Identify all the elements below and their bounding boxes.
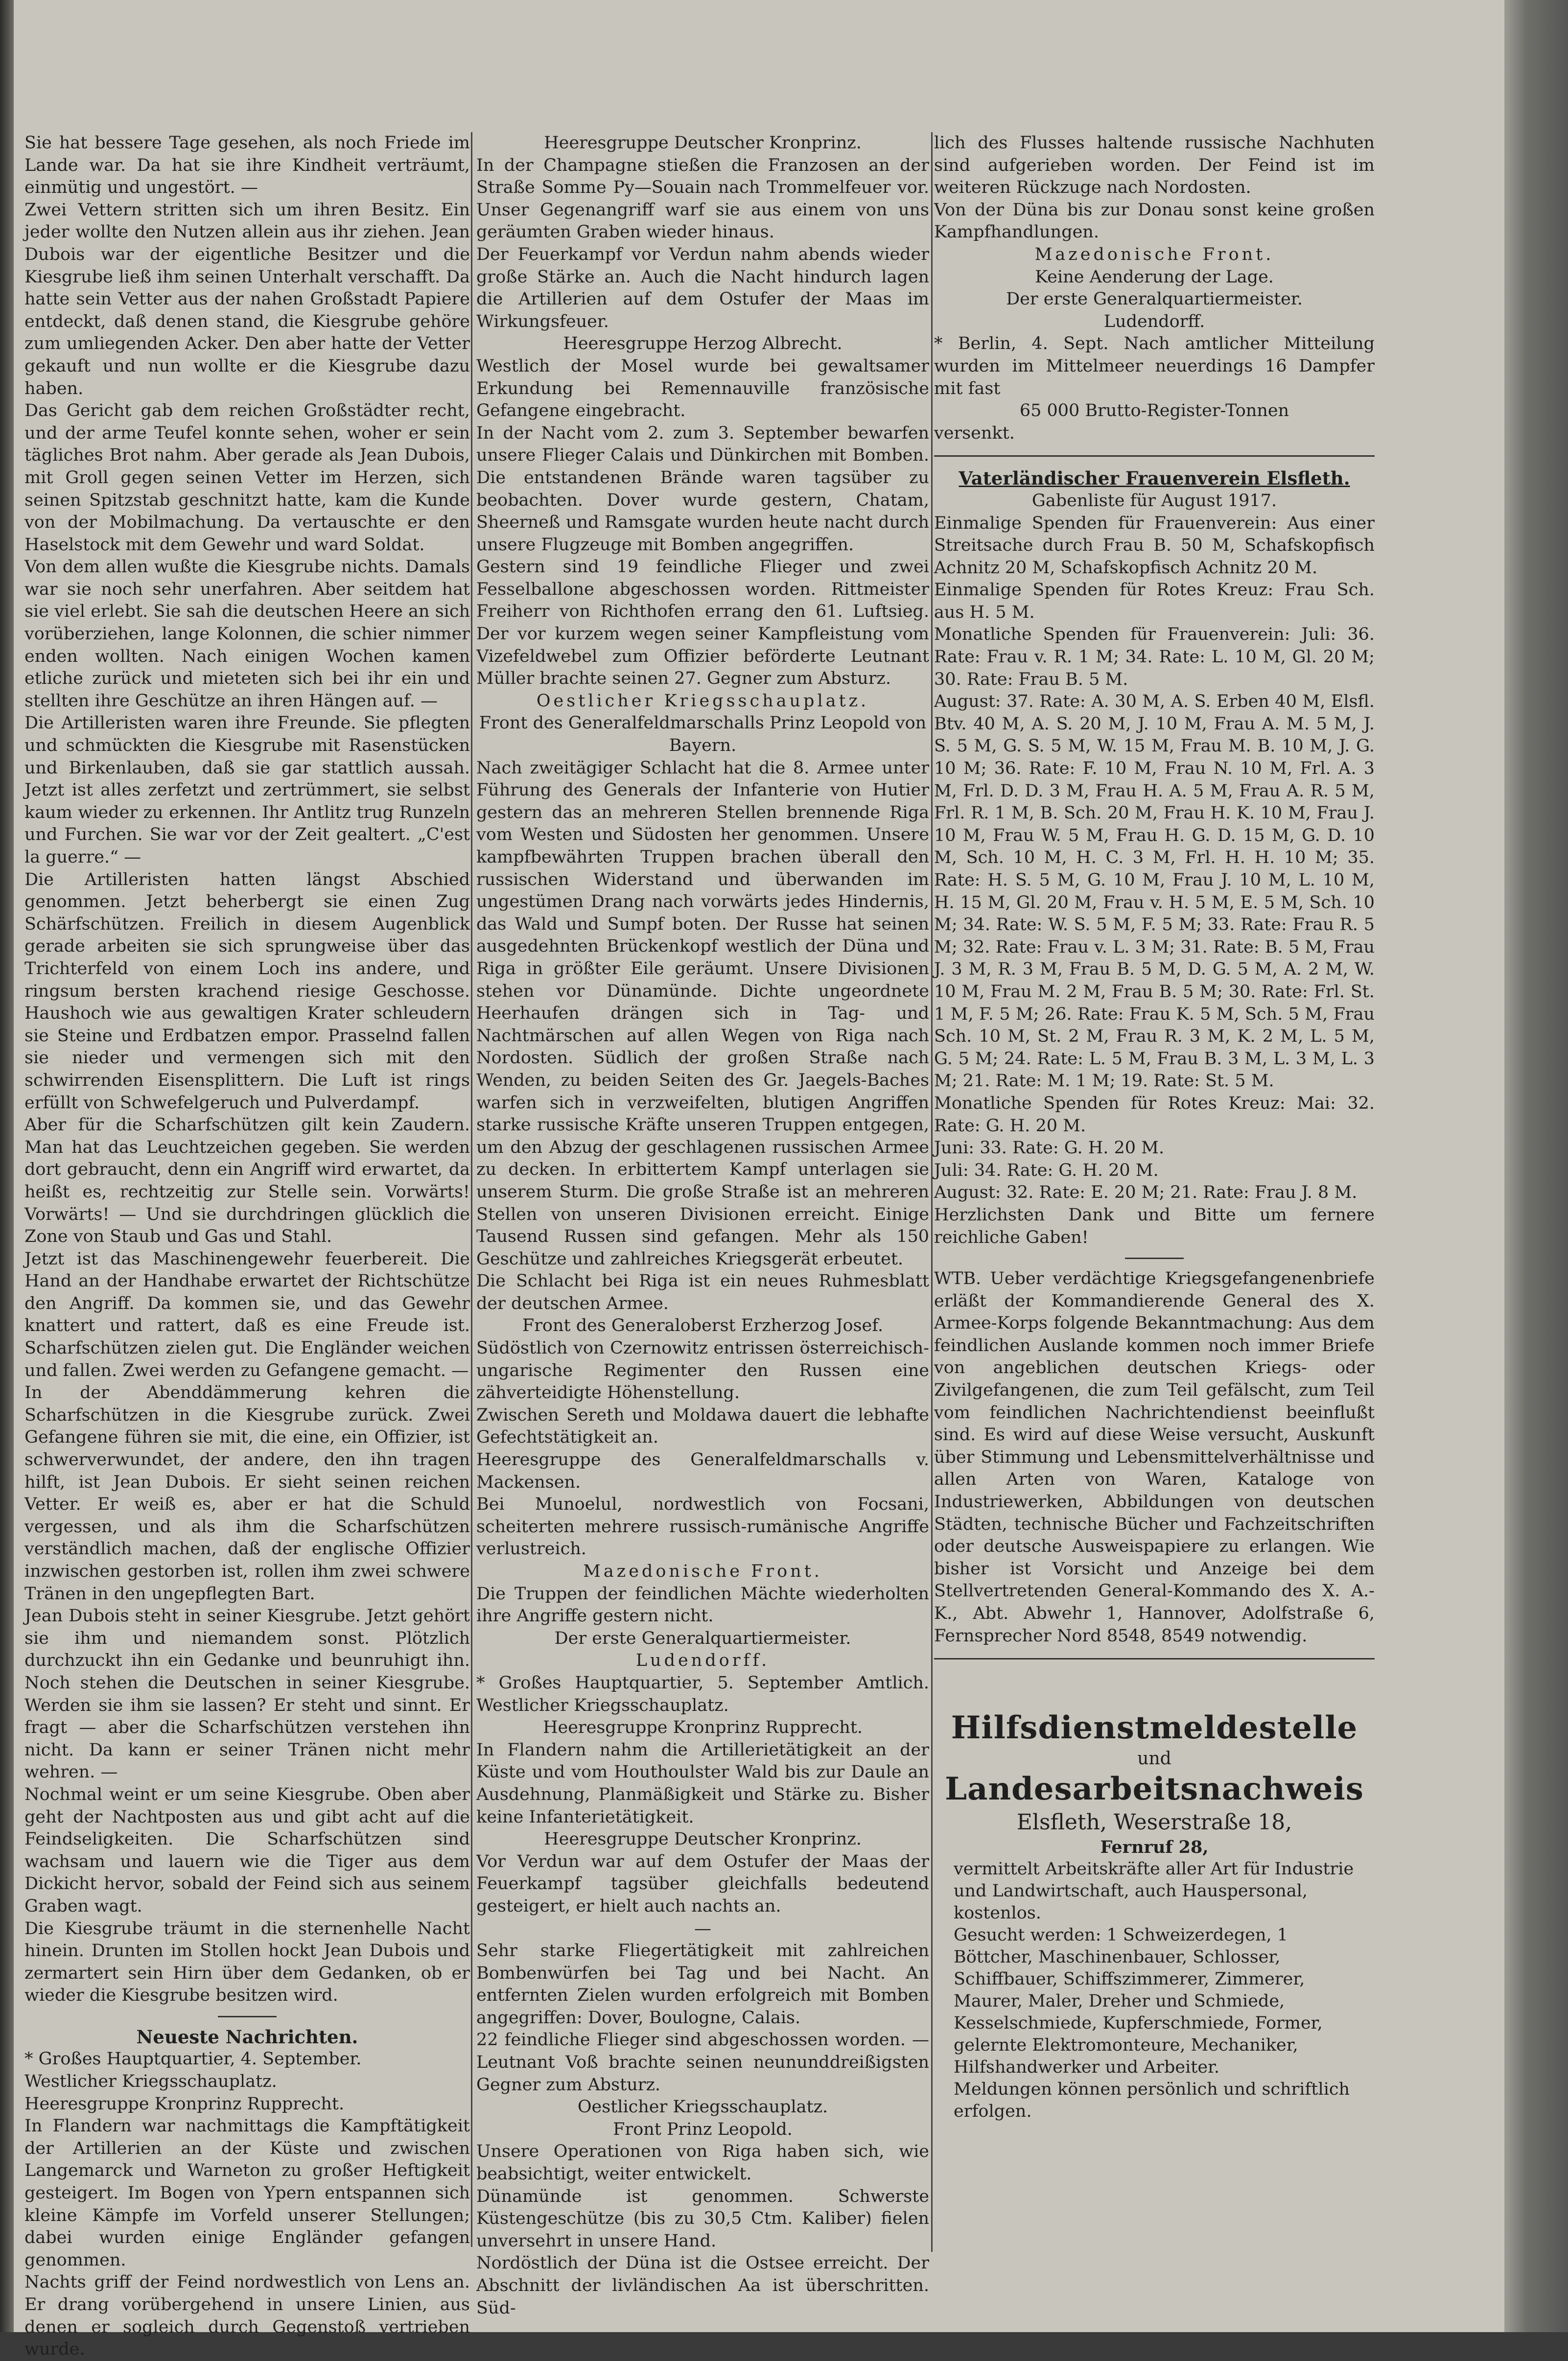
story-paragraph: Die Kiesgrube träumt in die sternenhelle Nacht hinein. Drunten im Stollen hockt Jean Dubois und zermartert sein Hirn über dem Gedanken, ob er wieder die Kiesgrube besitzen wird. [24, 1918, 470, 2006]
story-paragraph: Sie hat bessere Tage gesehen, als noch Friede im Lande war. Da hat sie ihre Kindheit verträumt, einmütig und ungestört. — [24, 133, 470, 198]
divider [934, 1658, 1375, 1660]
news-paragraph: Heeresgruppe Deutscher Kronprinz. [544, 133, 862, 153]
donation-paragraph: Einmalige Spenden für Frauenverein: Aus einer Streitsache durch Frau B. 50 M, Schafskopfisch Achnitz 20 M, Schafskopfisch Achnitz 20 M. [934, 513, 1375, 578]
donation-paragraph: Herzlichsten Dank und Bitte um fernere reichliche Gaben! [934, 1205, 1375, 1247]
story-paragraph: Nochmal weint er um seine Kiesgrube. Oben aber geht der Nachtposten aus und gibt acht auf die Feindseligkeiten. Die Scharfschützen sind wachsam und lauern wie die Tiger aus dem Dickicht hervor, sobald der Feind sich aus seinem Graben wagt. [24, 1784, 470, 1916]
news-paragraph: Heeresgruppe Kronprinz Rupprecht. [542, 1718, 863, 1738]
news-paragraph: Sehr starke Fliegertätigkeit mit zahlreichen Bombenwürfen bei Tag und bei Nacht. An entfernten Zielen wurden erfolgreich mit Bomben angegriffen: Dover, Boulogne, Calais. [476, 1941, 929, 2028]
story-paragraph: In der Abenddämmerung kehren die Scharfschützen in die Kiesgrube zurück. Zwei Gefangene führen sie mit, die eine, ein Offizier, ist schwerverwundet, der andere, den ihn tragen hilft, ist Jean Dubois. Er sieht seinen reichen Vetter. Er weiß es, aber er hat die Schuld vergessen, und als ihm die Scharfschützen verständlich machen, daß der englische Offizier inzwischen gestorben ist, rollen ihm zwei schwere Tränen in den ungepflegten Bart. [24, 1383, 470, 1604]
donation-paragraph: Einmalige Spenden für Rotes Kreuz: Frau Sch. aus H. 5 M. [934, 580, 1375, 622]
news-paragraph: In Flandern nahm die Artillerietätigkeit an der Küste und vom Houthoulster Wald bis zur Daule an Ausdehnung, Planmäßigkeit und Stärke zu. Bisher keine Infanterietätigkeit. [476, 1740, 929, 1827]
news-paragraph: Heeresgruppe Herzog Albrecht. [563, 334, 843, 354]
news-paragraph: — [694, 1918, 711, 1939]
news-paragraph: * Berlin, 4. Sept. Nach amtlicher Mitteilung wurden im Mittelmeer neuerdings 16 Dampfer mit fast [934, 334, 1375, 398]
news-paragraph: 22 feindliche Flieger sind abgeschossen worden. — Leutnant Voß brachte seinen neununddreißigsten Gegner zum Absturz. [476, 2030, 929, 2095]
donation-paragraph: Juli: 34. Rate: G. H. 20 M. [934, 1160, 1159, 1180]
news-paragraph: Die Schlacht bei Riga ist ein neues Ruhmesblatt der deutschen Armee. [476, 1271, 929, 1313]
news-paragraph: Bei Munoelul, nordwestlich von Focsani, scheiterten mehrere russisch-rumänische Angriffe verlustreich. [476, 1495, 929, 1559]
news-paragraph: 65 000 Brutto-Register-Tonnen [1019, 401, 1289, 421]
news-paragraph: Ludendorff. [1103, 311, 1205, 331]
book-edge [1504, 0, 1568, 2332]
news-paragraph: Front des Generaloberst Erzherzog Josef. [522, 1316, 884, 1336]
news-paragraph: In der Champagne stießen die Franzosen an der Straße Somme Py—Souain nach Trommelfeuer vor. Unser Gegenangriff warf sie aus einem von uns geräumten Graben wieder hinaus. [476, 155, 929, 242]
news-paragraph: In der Nacht vom 2. zum 3. September bewarfen unsere Flieger Calais und Dünkirchen mit Bomben. Die entstandenen Brände waren tagsüber zu beobachten. Dover wurde gestern, Chatam, Sheerneß und Ramsgate wurden heute nacht durch unsere Flugzeuge mit Bomben angegriffen. [476, 423, 929, 555]
news-paragraph: Von der Düna bis zur Donau sonst keine großen Kampfhandlungen. [934, 200, 1375, 242]
adjacent-page-edge [0, 0, 14, 2332]
wtb-notice: WTB. Ueber verdächtige Kriegsgefangenenbriefe erläßt der Kommandierende General des X. Armee-Korps folgende Bekanntmachung: Aus dem feindlichen Auslande kommen noch immer Briefe von angeblichen deutschen Kriegs- oder Zivilgefangenen, die zum Teil gefälscht, zum Teil vom feindlichen Nachrichtendienst beeinflußt sind. Es wird auf diese Weise versucht, Auskunft über Stimmung und Lebensmittelverhältnisse und allen Arten von Waren, Kataloge von Industriewerken, Abbildungen von deutschen Städten, technische Bücher und Fachzeitschriften oder deutsche Ausweispapiere zu erlangen. Wie bisher ist Vorsicht und Anzeige bei dem Stellvertretenden General-Kommando des X. A.-K., Abt. Abwehr 1, Hannover, Adolfstraße 6, Fernsprecher Nord 8548, 8549 notwendig. [934, 1269, 1375, 1646]
news-paragraph: Unsere Operationen von Riga haben sich, wie beabsichtigt, weiter entwickelt. [476, 2142, 929, 2184]
story-paragraph: Die Artilleristen hatten längst Abschied genommen. Jetzt beherbergt sie einen Zug Schärfschützen. Freilich in diesem Augenblick gerade arbeiten sie sich sprungweise über das Trichterfeld von einem Loch ins andere, und ringsum bersten krachend riesige Geschosse. Haushoch wie aus gewaltigen Krater schleudern sie Steine und Erdbatzen empor. Prasselnd fallen sie nieder und vermengen sich mit den schwirrenden Eisensplittern. Die Luft ist rings erfüllt von Schwefelgeruch und Pulverdampf. [24, 869, 470, 1113]
news-paragraph: Westlicher Kriegsschauplatz. [24, 2072, 277, 2092]
news-paragraph: Zwischen Sereth und Moldawa dauert die lebhafte Gefechtstätigkeit an. [476, 1405, 929, 1448]
donation-paragraph: August: 37. Rate: A. 30 M, A. S. Erben 40 M, Elsfl. Btv. 40 M, A. S. 20 M, J. 10 M, Frau A. M. 5 M, J. S. 5 M, G. S. 5 M, W. 15 M, Frau M. B. 10 M, J. G. 10 M; 36. Rate: F. 10 M, Frau N. 10 M, Frl. A. 3 M, Frl. D. D. 3 M, Frau H. A. 5 M, Frau A. R. 5 M, Frl. R. 1 M, B. Sch. 20 M, Frau H. K. 10 M, Frau J. 10 M, Frau W. 5 M, Frau H. G. D. 15 M, G. D. 10 M, Sch. 10 M, H. C. 3 M, Frl. H. H. 10 M; 35. Rate: H. S. 5 M, G. 10 M, Frau J. 10 M, L. 10 M, H. 15 M, Gl. 20 M, Frau v. H. 5 M, E. 5 M, Sch. 10 M; 34. Rate: W. S. 5 M, F. 5 M; 33. Rate: Frau R. 5 M; 32. Rate: Frau v. L. 3 M; 31. Rate: B. 5 M, Frau J. 3 M, R. 3 M, Frau B. 5 M, D. G. 5 M, A. 2 M, W. 10 M, Frau M. 2 M, Frau B. 5 M; 30. Rate: Frl. St. 1 M, F. 5 M; 26. Rate: Frau K. 5 M, Sch. 5 M, Frau Sch. 10 M, St. 2 M, Frau R. 3 M, K. 2 M, L. 5 M, G. 5 M; 24. Rate: L. 5 M, Frau B. 3 M, L. 3 M, L. 3 M; 21. Rate: M. 1 M; 19. Rate: St. 5 M. [934, 692, 1375, 1091]
donation-paragraph: Monatliche Spenden für Frauenverein: Juli: 36. Rate: Frau v. R. 1 M; 34. Rate: L. 10 M, Gl. 20 M; 30. Rate: Frau B. 5 M. [934, 625, 1375, 689]
ad-text-1: vermittelt Arbeitskräfte aller Art für Industrie und Landwirtschaft, auch Hauspersonal, kostenlos. [954, 1859, 1354, 1923]
news-paragraph: versenkt. [934, 423, 1015, 443]
news-paragraph: * Großes Hauptquartier, 5. September Amtlich. Westlicher Kriegsschauplatz. [476, 1673, 929, 1715]
news-paragraph: Front Prinz Leopold. [613, 2119, 793, 2139]
news-paragraph: Mazedonische Front. [1034, 244, 1274, 264]
news-paragraph: Westlich der Mosel wurde bei gewaltsamer Erkundung bei Remennauville französische Gefangene eingebracht. [476, 356, 929, 421]
frauenverein-title: Vaterländischer Frauenverein Elsfleth. [959, 468, 1350, 490]
ad-text-2: Gesucht werden: 1 Schweizerdegen, 1 Böttcher, Maschinenbauer, Schlosser, Schiffbauer, Schiffszimmerer, Zimmerer, Maurer, Maler, Dreher und Schmiede, Kesselschmiede, Kupferschmiede, Former, gelernte Elektromonteure, Mechaniker, Hilfshandwerker und Arbeiter. [954, 1925, 1323, 2077]
news-paragraph: Nach zweitägiger Schlacht hat die 8. Armee unter Führung des Generals der Infanterie von Hutier gestern das an mehreren Stellen brennende Riga vom Westen und Südosten her genommen. Unsere kampfbewährten Truppen brachen überall den russischen Widerstand und überwanden im ungestümen Drang nach vorwärts jedes Hindernis, das Wald und Sumpf boten. Der Russe hat seinen ausgedehnten Brückenkopf westlich der Düna und Riga in größter Eile geräumt. Unsere Divisionen stehen vor Dünamünde. Dichte ungeordnete Heerhaufen drängen sich in Tag- und Nachtmärschen auf allen Wegen von Riga nach Nordosten. Südlich der großen Straße nach Wenden, zu beiden Seiten des Gr. Jaegels-Baches warfen sich in verzweifelten, blutigen Angriffen starke russische Kräfte unseren Truppen entgegen, um den Abzug der geschlagenen russischen Armee zu decken. In erbittertem Kampf unterlagen sie unserem Sturm. Die große Straße ist an mehreren Stellen von unseren Divisionen erreicht. Einige Tausend Russen sind gefangen. Mehr als 150 Geschütze und zahlreiches Kriegsgerät erbeutet. [476, 758, 929, 1269]
ad-und: und [1137, 1749, 1171, 1769]
story-paragraph: Jetzt ist das Maschinengewehr feuerbereit. Die Hand an der Handhabe erwartet der Richtschütze den Angriff. Da kommen sie, und das Gewehr knattert und rattert, daß es eine Freude ist. Scharfschützen zielen gut. Die Engländer weichen und fallen. Zwei werden zu Gefangene gemacht. — [24, 1249, 470, 1380]
news-paragraph: Nachts griff der Feind nordwestlich von Lens an. Er drang vorübergehend in unsere Linien, aus denen er sogleich durch Gegenstoß vertrieben wurde. [24, 2272, 470, 2360]
news-heading: Neueste Nachrichten. [136, 2026, 358, 2048]
news-paragraph: Der erste Generalquartiermeister. [554, 1628, 851, 1648]
column-left [24, 132, 470, 2360]
story-paragraph: Von dem allen wußte die Kiesgrube nichts. Damals war sie noch sehr unerfahren. Aber seitdem hat sie viel erlebt. Sie sah die deutschen Heere an sich vorüberziehen, lange Kolonnen, die schier nimmer enden wollten. Nach einigen Wochen kamen etliche zurück und mieteten sich bei ihr ein und stellten ihre Geschütze an ihren Hängen auf. — [24, 557, 470, 711]
news-paragraph: Heeresgruppe des Generalfeldmarschalls v. Mackensen. [476, 1450, 929, 1492]
column-middle [476, 132, 929, 2318]
donation-paragraph: Juni: 33. Rate: G. H. 20 M. [934, 1138, 1165, 1158]
news-paragraph: Südöstlich von Czernowitz entrissen österreichisch-ungarische Regimenter den Russen eine zähverteidigte Höhenstellung. [476, 1338, 929, 1403]
news-paragraph: Vor Verdun war auf dem Ostufer der Maas der Feuerkampf tagsüber gleichfalls bedeutend gesteigert, er hielt auch nachts an. [476, 1851, 929, 1916]
ad-title-1: Hilfsdienstmeldestelle [951, 1709, 1358, 1746]
donation-paragraph: Monatliche Spenden für Rotes Kreuz: Mai: 32. Rate: G. H. 20 M. [934, 1093, 1375, 1136]
ad-address: Elsfleth, Weserstraße 18, [1016, 1810, 1292, 1835]
donation-paragraph: August: 32. Rate: E. 20 M; 21. Rate: Frau J. 8 M. [934, 1183, 1357, 1203]
news-paragraph: Gestern sind 19 feindliche Flieger und zwei Fesselballone abgeschossen worden. Rittmeister Freiherr von Richthofen errang den 61. Luftsieg. Der vor kurzem wegen seiner Kampfleistung vom Vizefeldwebel zum Offizier beförderte Leutnant Müller brachte seinen 27. Gegner zum Absturz. [476, 557, 929, 689]
divider [934, 455, 1375, 457]
ad-phone: Fernruf 28, [1100, 1837, 1209, 1857]
divider [218, 2016, 277, 2017]
news-paragraph: Der erste Generalquartiermeister. [1006, 289, 1303, 309]
story-paragraph: Das Gericht gab dem reichen Großstädter recht, und der arme Teufel konnte sehen, woher er sein tägliches Brot nahm. Aber gerade als Jean Dubois, mit Groll gegen seinen Vetter im Herzen, sich seinen Spitzstab geschnitzt hatte, kam die Kunde von der Mobilmachung. Da vertauschte er den Haselstock mit dem Gewehr und ward Soldat. [24, 401, 470, 555]
news-paragraph: Die Truppen der feindlichen Mächte wiederholten ihre Angriffe gestern nicht. [476, 1584, 929, 1626]
news-paragraph: Mazedonische Front. [583, 1562, 822, 1581]
ad-title-2: Landesarbeitsnachweis [945, 1771, 1364, 1807]
column-rule [471, 132, 472, 2247]
news-paragraph: lich des Flusses haltende russische Nachhuten sind aufgerieben worden. Der Feind ist im weiteren Rückzuge nach Nordosten. [934, 133, 1375, 198]
column-rule [931, 132, 933, 2252]
news-paragraph: Der Feuerkampf vor Verdun nahm abends wieder große Stärke an. Auch die Nacht hindurch lagen die Artillerien auf dem Ostufer der Maas im Wirkungsfeuer. [476, 244, 929, 331]
news-paragraph: Oestlicher Kriegsschauplatz. [577, 2097, 828, 2117]
newspaper-page [14, 0, 1504, 2360]
news-paragraph: Front des Generalfeldmarschalls Prinz Leopold von Bayern. [479, 713, 927, 756]
column-right [934, 132, 1375, 1646]
news-paragraph: Keine Aenderung der Lage. [1035, 267, 1274, 287]
story-paragraph: Aber für die Scharfschützen gilt kein Zaudern. Man hat das Leuchtzeichen gegeben. Sie werden dort gebraucht, denn ein Angriff wird erwartet, da heißt es, rechtzeitig zur Stelle sein. Vorwärts! Vorwärts! — Und sie durchdringen glücklich die Zone von Staub und Gas und Stahl. [24, 1115, 470, 1247]
story-paragraph: Zwei Vettern stritten sich um ihren Besitz. Ein jeder wollte den Nutzen allein aus ihr ziehen. Jean Dubois war der eigentliche Besitzer und die Kiesgrube ließ ihm seinen Unterhalt verschafft. Da hatte sein Vetter aus der nahen Großstadt Papiere entdeckt, daß denen stand, die Kiesgrube gehöre zum umliegenden Acker. Den aber hatte der Vetter gekauft und nun wollte er die Kiesgrube dazu haben. [24, 200, 470, 398]
advertisement [934, 1708, 1375, 2123]
news-paragraph: Nordöstlich der Düna ist die Ostsee erreicht. Der Abschnitt der livländischen Aa ist überschritten. Süd- [476, 2253, 929, 2318]
frauenverein-subtitle: Gabenliste für August 1917. [1031, 491, 1277, 511]
news-paragraph: Heeresgruppe Deutscher Kronprinz. [544, 1829, 862, 1849]
story-paragraph: Jean Dubois steht in seiner Kiesgrube. Jetzt gehört sie ihm und niemandem sonst. Plötzlich durchzuckt ihn ein Gedanke und beunruhigt ihn. Noch stehen die Deutschen in seiner Kiesgrube. Werden sie ihm sie lassen? Er steht und sinnt. Er fragt — aber die Scharfschützen verstehen ihn nicht. Da kann er seiner Tränen nicht mehr wehren. — [24, 1606, 470, 1782]
news-paragraph: Dünamünde ist genommen. Schwerste Küstengeschütze (bis zu 30,5 Ctm. Kaliber) fielen unversehrt in unsere Hand. [476, 2186, 929, 2251]
divider [1125, 1258, 1184, 1259]
news-paragraph: * Großes Hauptquartier, 4. September. [24, 2049, 362, 2069]
story-paragraph: Die Artilleristen waren ihre Freunde. Sie pflegten und schmückten die Kiesgrube mit Rasenstücken und Birkenlauben, daß sie gar stattlich aussah. Jetzt ist alles zerfetzt und zertrümmert, sie selbst kaum wieder zu erkennen. Ihr Antlitz trug Runzeln und Furchen. Sie war vor der Zeit gealtert. „C'est la guerre.“ — [24, 713, 470, 867]
news-paragraph: In Flandern war nachmittags die Kampftätigkeit der Artillerien an der Küste und zwischen Langemarck und Warneton zu großer Heftigkeit gesteigert. Im Bogen von Ypern entspannen sich kleine Kämpfe im Vorfeld unserer Stellungen; dabei wurden einige Engländer gefangen genommen. [24, 2116, 470, 2270]
news-paragraph: Heeresgruppe Kronprinz Rupprecht. [24, 2094, 345, 2114]
news-paragraph: Ludendorff. [635, 1651, 770, 1671]
news-paragraph: Oestlicher Kriegsschauplatz. [536, 691, 869, 711]
ad-text-3: Meldungen können persönlich und schriftlich erfolgen. [954, 2080, 1350, 2121]
